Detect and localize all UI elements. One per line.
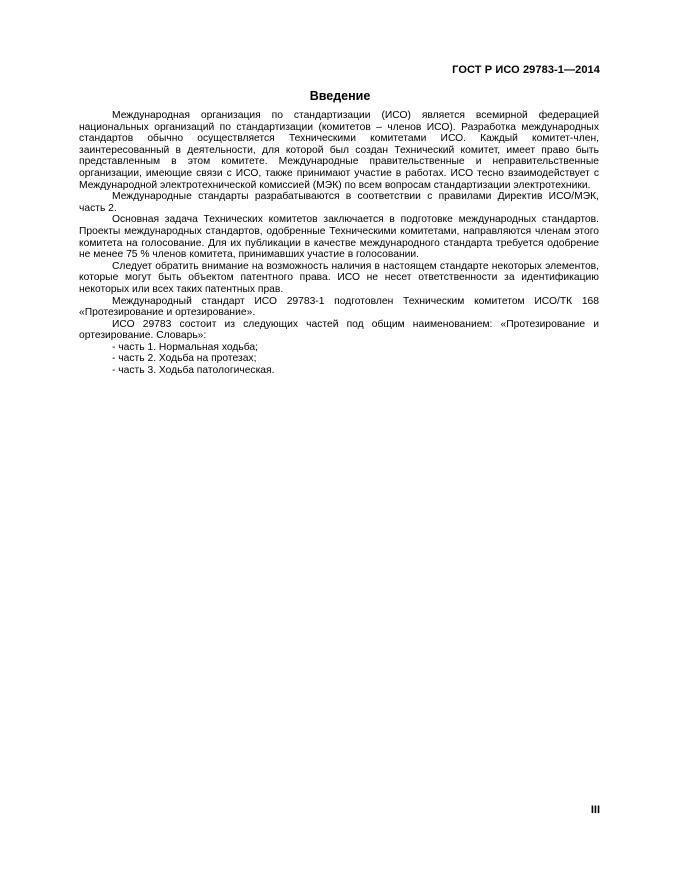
paragraph-iso-overview: Международная организация по стандартизации (ИСО) является всемирной федерацией национальных организаций по стандартизации (комитетов – членов ИСО). Разработка международных стандартов обычно осуществляется Техническими комитетами ИСО. Каждый комитет-член, заинтересованный в деятельности, для которой был создан Технический комитет, имеет право быть представленным в этом комитете. Международные правительственные и неправительственные организации, имеющие связи с ИСО, также принимают участие в работах. ИСО тесно взаимодействует с Международной электротехнической комиссией (МЭК) по всем вопросам стандартизации электротехники. — [79, 110, 599, 191]
standard-code-header: ГОСТ Р ИСО 29783-1—2014 — [452, 64, 600, 76]
paragraph-parts-intro: ИСО 29783 состоит из следующих частей под общим наименованием: «Протезирование и ортезирование. Словарь»: — [79, 318, 599, 342]
introduction-body — [79, 110, 599, 377]
paragraph-iso-directives: Международные стандарты разрабатываются в соответствии с правилами Директив ИСО/МЭК, часть 2. — [79, 191, 599, 214]
page-number: III — [590, 804, 600, 816]
paragraph-prepared-by: Международный стандарт ИСО 29783-1 подготовлен Техническим комитетом ИСО/ТК 168 «Протезирование и ортезирование». — [79, 295, 599, 319]
paragraph-patent-notice: Следует обратить внимание на возможность наличия в настоящем стандарте некоторых элементов, которые могут быть объектом патентного права. ИСО не несет ответственности за идентификацию некоторых или всех таких патентных прав. — [79, 260, 599, 295]
list-item: - часть 3. Ходьба патологическая. — [112, 365, 275, 377]
list-item: - часть 2. Ходьба на протезах; — [112, 353, 257, 365]
list-item: - часть 1. Нормальная ходьба; — [112, 341, 258, 353]
paragraph-technical-committees: Основная задача Технических комитетов заключается в подготовке международных стандартов. Проекты международных стандартов, одобренные Техническими комитетами, направляются членам этого комитета на голосование. Для их публикации в качестве международного стандарта требуется одобрение не менее 75 % членов комитета, принимавших участие в голосовании. — [79, 214, 599, 261]
section-title: Введение — [309, 89, 371, 103]
parts-list — [79, 342, 599, 377]
